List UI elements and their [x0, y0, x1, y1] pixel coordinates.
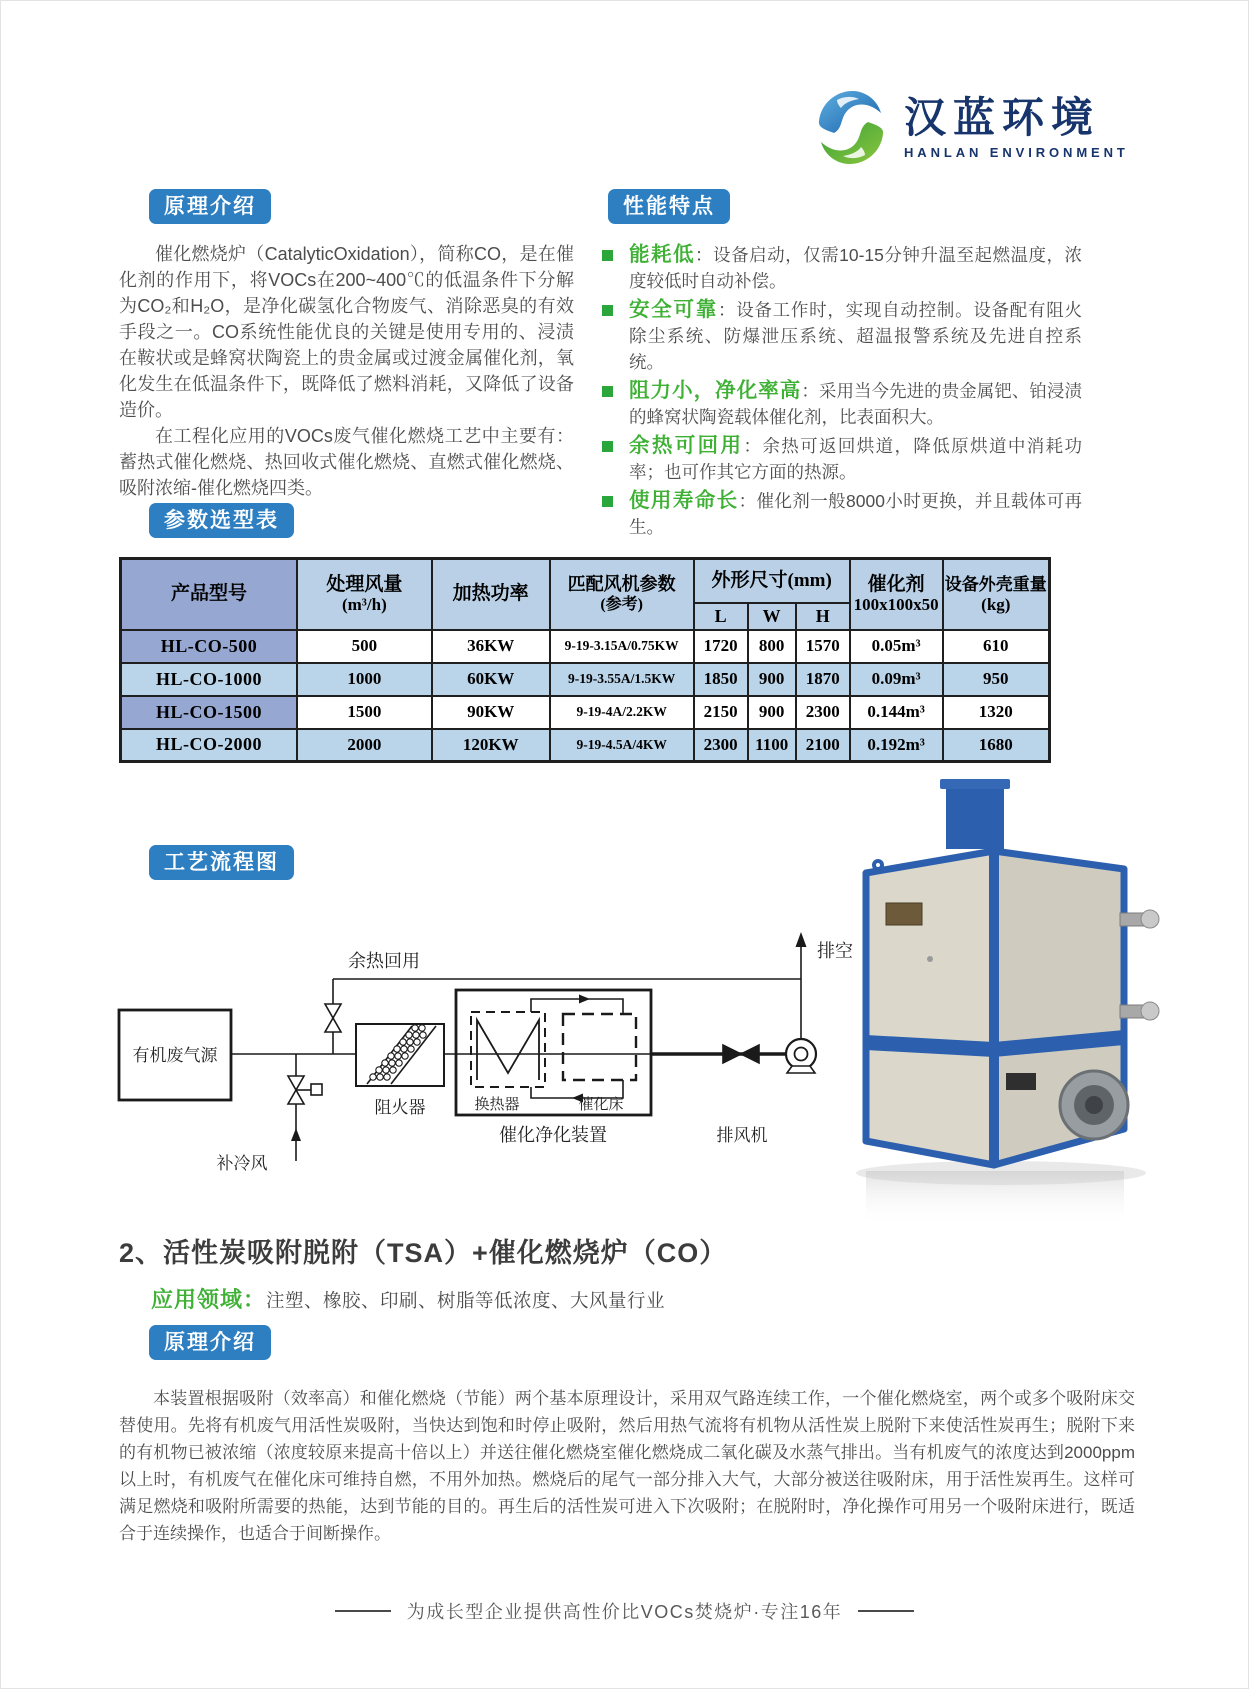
label-makeup-air: 补冷风 [216, 1154, 268, 1173]
feature-text: ：设备启动，仅需10-15分钟升温至起燃温度，浓度较低时自动补偿。 [629, 245, 1083, 291]
vent-arrow-icon [796, 932, 807, 947]
makeup-valve-icon [288, 1076, 322, 1104]
outlet-valve-icon [723, 1045, 759, 1063]
section-badge-features: 性能特点 [608, 189, 730, 224]
product-photo [856, 773, 1166, 1233]
cell-fan: 9-19-4.5A/4KW [550, 729, 694, 762]
bullet-square-icon [602, 496, 613, 507]
cell-airflow: 1000 [297, 663, 432, 696]
cell-model: HL-CO-1500 [121, 696, 298, 729]
cell-weight: 1320 [943, 696, 1050, 729]
col-header-H: H [796, 603, 850, 630]
cell-catalyst: 0.192m³ [850, 729, 943, 762]
logo-text-cn: 汉蓝环境 [904, 93, 1101, 141]
section2-heading: 2、活性炭吸附脱附（TSA）+催化燃烧炉（CO） [119, 1238, 728, 1268]
flange-port [1060, 1071, 1128, 1139]
col-header-catalyst: 催化剂 100x100x50 [850, 559, 943, 630]
cell-catalyst: 0.09m³ [850, 663, 943, 696]
application-label: 应用领域： [151, 1287, 267, 1312]
section2-principle-text [119, 1385, 1135, 1547]
catalyst-bed-box [563, 1014, 636, 1080]
col-header-power: 加热功率 [432, 559, 550, 630]
table-row [121, 696, 1050, 729]
cell-power: 120KW [432, 729, 550, 762]
label-waste-gas-source: 有机废气源 [132, 1046, 218, 1065]
feature-item [602, 242, 1082, 294]
heat-exchanger-m-icon [477, 1020, 539, 1080]
section-badge-params: 参数选型表 [149, 503, 294, 538]
col-header-W: W [748, 603, 796, 630]
cell-L: 2150 [694, 696, 748, 729]
parameter-selection-table [119, 557, 1051, 763]
bullet-square-icon [602, 441, 613, 452]
col-header-model: 产品型号 [121, 559, 298, 630]
feature-title: 阻力小，净化率高 [629, 379, 802, 402]
col-header-dimensions: 外形尺寸(mm) [694, 559, 850, 603]
cell-weight: 950 [943, 663, 1050, 696]
feature-item [602, 297, 1082, 375]
cell-H: 2300 [796, 696, 850, 729]
label-catalyst-bed: 催化床 [578, 1096, 624, 1113]
label-exhaust-fan: 排风机 [716, 1126, 768, 1145]
col-header-fan: 匹配风机参数 (参考) [550, 559, 694, 630]
logo-icon [811, 87, 891, 169]
feature-item [602, 433, 1082, 485]
col-header-airflow: 处理风量 (m³/h) [297, 559, 432, 630]
cell-power: 90KW [432, 696, 550, 729]
label-vent: 排空 [817, 941, 853, 961]
section-badge-principle-2: 原理介绍 [149, 1325, 271, 1360]
section-badge-principle-1: 原理介绍 [149, 189, 271, 224]
principle-paragraph-1: 催化燃烧炉（CatalyticOxidation），简称CO，是在催化剂的作用下，将VOCs在200~400℃的低温条件下分解为CO₂和H₂O，是净化碳氢化合物废气、消除恶臭的有效手段之一。CO系统性能优良的关键是使用专用的、浸渍在鞍状或是蜂窝状陶瓷上的贵金属或过渡金属催化剂，氧化发生在低温条件下，既降低了燃料消耗，又降低了设备造价。 [119, 244, 574, 420]
cell-W: 900 [748, 663, 796, 696]
cell-model: HL-CO-1000 [121, 663, 298, 696]
cell-airflow: 1500 [297, 696, 432, 729]
arrow-right-icon [579, 995, 590, 1004]
exhaust-fan-icon [786, 1039, 816, 1073]
cell-power: 60KW [432, 663, 550, 696]
feature-title: 使用寿命长 [629, 489, 739, 512]
cell-model: HL-CO-2000 [121, 729, 298, 762]
label-flame-arrester: 阻火器 [374, 1098, 426, 1117]
cell-airflow: 2000 [297, 729, 432, 762]
logo-text [904, 93, 1129, 161]
section-badge-flow: 工艺流程图 [149, 845, 294, 880]
process-flow-diagram [111, 887, 871, 1187]
control-plate [1006, 1073, 1036, 1090]
logo [811, 87, 1129, 169]
nameplate [886, 903, 922, 925]
cell-L: 2300 [694, 729, 748, 762]
feature-title: 余热可回用 [629, 434, 744, 457]
bullet-square-icon [602, 386, 613, 397]
cell-catalyst: 0.05m³ [850, 630, 943, 663]
cell-power: 36KW [432, 630, 550, 663]
pipe-fitting [1120, 1002, 1159, 1020]
section2-paragraph: 本装置根据吸附（效率高）和催化燃烧（节能）两个基本原理设计，采用双气路连续工作，一个催化燃烧室，两个或多个吸附床交替使用。先将有机废气用活性炭吸附，当快达到饱和时停止吸附，然后用热气流将有机物从活性炭上脱附下来使活性炭再生；脱附下来的有机物已被浓缩（浓度较原来提高十倍以上）并送往催化燃烧室催化燃烧成二氧化碳及水蒸气排出。当有机废气的浓度达到2000ppm以上时，有机废气在催化床可维持自燃，不用外加热。燃烧后的尾气一部分排入大气，大部分被送往吸附床，用于活性炭再生。这样可满足燃烧和吸附所需要的热能，达到节能的目的。再生后的活性炭可进入下次吸附；在脱附时，净化操作可用另一个吸附床进行，既适合于连续操作，也适合于间断操作。 [119, 1389, 1135, 1543]
cabinet-stub [946, 783, 1004, 849]
table-row [121, 630, 1050, 663]
cell-weight: 1680 [943, 729, 1050, 762]
logo-text-en: HANLAN ENVIRONMENT [904, 145, 1129, 161]
table-row [121, 663, 1050, 696]
label-purifier: 催化净化装置 [499, 1125, 607, 1145]
col-header-weight: 设备外壳重量 (kg) [943, 559, 1050, 630]
cell-airflow: 500 [297, 630, 432, 663]
feature-item [602, 378, 1082, 430]
bullet-square-icon [602, 305, 613, 316]
makeup-arrow-icon [291, 1128, 301, 1141]
cell-fan: 9-19-3.55A/1.5KW [550, 663, 694, 696]
cell-model: HL-CO-500 [121, 630, 298, 663]
feature-text: ：设备工作时，实现自动控制。设备配有阻火除尘系统、防爆泄压系统、超温报警系统及先进自控系统。 [629, 300, 1083, 372]
feature-text: ：采用当今先进的贵金属钯、铂浸渍的蜂窝状陶瓷载体催化剂，比表面积大。 [629, 381, 1083, 427]
heat-exchanger-box [471, 1012, 545, 1087]
footer [1, 1598, 1248, 1624]
cell-H: 2100 [796, 729, 850, 762]
footer-line-right [858, 1610, 914, 1612]
principle-intro-text [119, 241, 574, 501]
label-heat-exchanger: 换热器 [474, 1096, 520, 1113]
recirculation-top-line [531, 999, 623, 1014]
heat-valve-icon [325, 1004, 341, 1032]
principle-paragraph-2: 在工程化应用的VOCs废气催化燃烧工艺中主要有：蓄热式催化燃烧、热回收式催化燃烧、直燃式催化燃烧、吸附浓缩-催化燃烧四类。 [119, 426, 574, 498]
cell-catalyst: 0.144m³ [850, 696, 943, 729]
bullet-square-icon [602, 250, 613, 261]
cell-fan: 9-19-3.15A/0.75KW [550, 630, 694, 663]
cell-W: 900 [748, 696, 796, 729]
cell-L: 1720 [694, 630, 748, 663]
table-row [121, 729, 1050, 762]
cell-W: 800 [748, 630, 796, 663]
col-header-L: L [694, 603, 748, 630]
feature-title: 安全可靠 [629, 298, 718, 321]
feature-title: 能耗低 [629, 243, 696, 266]
cabinet-front-face [866, 851, 994, 1165]
flame-arrester-icon [356, 1024, 444, 1086]
feature-text: ：催化剂一般8000小时更换，并且载体可再生。 [629, 491, 1082, 537]
footer-text: 为成长型企业提供高性价比VOCs焚烧炉·专注16年 [406, 1602, 843, 1622]
reflection [866, 1171, 1124, 1227]
cell-H: 1570 [796, 630, 850, 663]
feature-item [602, 488, 1082, 540]
features-list [602, 242, 1082, 543]
cell-W: 1100 [748, 729, 796, 762]
cell-weight: 610 [943, 630, 1050, 663]
feature-text: ：余热可返回烘道，降低原烘道中消耗功率；也可作其它方面的热源。 [629, 436, 1083, 482]
pipe-fitting [1120, 910, 1159, 928]
application-text: 注塑、橡胶、印刷、树脂等低浓度、大风量行业 [266, 1290, 666, 1311]
footer-line-left [335, 1610, 391, 1612]
cell-H: 1870 [796, 663, 850, 696]
application-line [151, 1283, 665, 1314]
label-waste-heat: 余热回用 [348, 951, 420, 971]
cell-L: 1850 [694, 663, 748, 696]
cell-fan: 9-19-4A/2.2KW [550, 696, 694, 729]
